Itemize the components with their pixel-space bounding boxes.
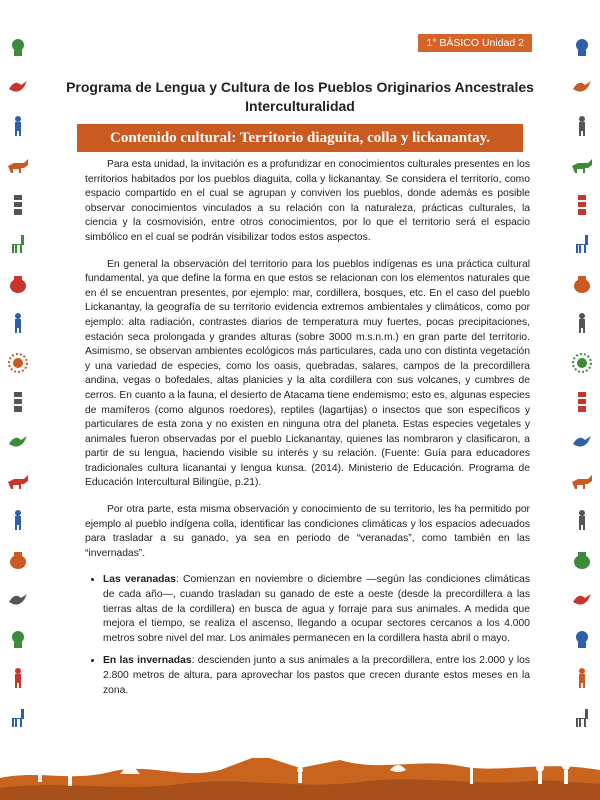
bird-icon	[571, 588, 593, 610]
pot-icon	[7, 549, 29, 571]
fox-icon	[7, 154, 29, 176]
fox-icon	[571, 154, 593, 176]
figure-icon	[7, 509, 29, 531]
left-decorative-border	[3, 30, 33, 740]
totem-icon	[7, 391, 29, 413]
pot-icon	[571, 273, 593, 295]
bird-icon	[7, 75, 29, 97]
bird-icon	[7, 430, 29, 452]
title-line-1: Programa de Lengua y Cultura de los Pueblos Originarios Ancestrales	[66, 79, 534, 95]
paragraph-lickanantay: En general la observación del territorio para los pueblos indígenas es una práctica cultural fundamental, ya que define la forma en que estos se relacionan con los elementos naturales que en él se encuentran presentes, por ejemplo: mar, cordillera, bosques, etc. En el caso del pueblo Lickanantay, la geografía de su territorio evidencia extremos ambientales y climáticos, como por ejemplo: alta radiación, contrastes diarios de temperatura muy fuertes, pocas precipitaciones, estación seca prolongada y grandes alturas (sobre 3000 m.s.n.m.) en gran parte del territorio. Asimismo, se observan ambientes ecológicos más particulares, cada uno con distinta vegetación y una variedad de especies, como los oasis, quebradas, salares, campos de la precordillera andina, vegas o bofedales, altas planicies y la alta cordillera con sus volcanes, y cumbres de cerros. En cuanto a la fauna, el desierto de Atacama tiene endemismo; esto es, algunas especies de mamíferos (como algunos roedores), reptiles (lagartijas) o insectos que son específicos y particulares de esta zona y no existen en ninguna otra del planeta. Estas especies vegetales y animales fueron observadas por el pueblo Lickanantay, quienes las nombraron y clasificaron, a partir de su lengua, haciendo visible su interés y su relación. (Fuente: Guía para educadores tradicionales cultura licanantai y lengua kunsa. (2014). Ministerio de Educación. Programa de Educación Intercultural Bilingüe, p.21).	[85, 258, 530, 489]
section-banner: Contenido cultural: Territorio diaguita, colla y lickanantay.	[77, 124, 523, 152]
document-body	[85, 158, 530, 706]
bullet-term: En las invernadas	[103, 655, 192, 667]
unit-badge: 1° BÁSICO Unidad 2	[418, 34, 532, 52]
figure-icon	[571, 509, 593, 531]
bullet-text: : descienden junto a sus animales a la precordillera, entre los 2.000 y los 2.800 metros de altura, para aprovechar los pastos que crecen durante estos meses en la zona.	[103, 655, 530, 696]
bullet-term: Las veranadas	[103, 574, 176, 586]
paragraph-colla: Por otra parte, esta misma observación y conocimiento de su territorio, les ha permitido por ejemplo al pueblo indígena colla, identificar las condiciones climáticas y los espacios adecuados para trasladar a su ganado, ya sea en periodo de “veranadas”, como también en las “invernadas”.	[85, 504, 530, 559]
llama-icon	[571, 233, 593, 255]
title-line-2: Interculturalidad	[245, 98, 355, 114]
figure-icon	[7, 312, 29, 334]
figure-icon	[571, 312, 593, 334]
footer-landscape-illustration	[0, 700, 600, 800]
totem-icon	[571, 194, 593, 216]
bullet-list	[85, 573, 530, 698]
paragraph-intro: Para esta unidad, la invitación es a profundizar en conocimientos culturales presentes en los territorios habitados por los pueblos diaguita, colla y lickanantay. Se considera el territorio, como espacio compartido en el cual se agrupan y conviven los pueblos, donde además es posible observar conocimientos vinculados a su relación con la naturaleza, prácticas culturales, la ciencia y la cosmovisión, entre otros conocimientos, por lo que el territorio será el espacio simbólico en el cual se podrán visibilizar todos estos aspectos.	[85, 159, 530, 243]
list-item	[103, 573, 530, 646]
llama-icon	[7, 233, 29, 255]
totem-icon	[7, 194, 29, 216]
pot-icon	[571, 549, 593, 571]
totem-icon	[571, 391, 593, 413]
bird-icon	[571, 75, 593, 97]
figure-icon	[571, 667, 593, 689]
bird-icon	[7, 588, 29, 610]
mask-icon	[571, 36, 593, 58]
bullet-text: : Comienzan en noviembre o diciembre —según las condiciones climáticas de cada año—, cuando trasladan su ganado de este a oeste (desde la precordillera a las tierras altas de la cordillera) en busca de agua y forraje para sus animales. A medida que mejora el tiempo, se realiza el ascenso, llegando a ocupar sectores cercanos a los 4.000 metros sobre nivel del mar. Los animales permanecen en la cordillera hasta abril o mayo.	[103, 574, 530, 644]
mask-icon	[7, 36, 29, 58]
figure-icon	[7, 667, 29, 689]
fox-icon	[571, 470, 593, 492]
figure-icon	[7, 115, 29, 137]
page-title	[50, 78, 550, 116]
pot-icon	[7, 273, 29, 295]
mask-icon	[7, 628, 29, 650]
list-item	[103, 654, 530, 698]
fox-icon	[7, 470, 29, 492]
sun-icon	[571, 352, 593, 374]
sun-icon	[7, 352, 29, 374]
figure-icon	[571, 115, 593, 137]
bird-icon	[571, 430, 593, 452]
right-decorative-border	[567, 30, 597, 740]
mask-icon	[571, 628, 593, 650]
